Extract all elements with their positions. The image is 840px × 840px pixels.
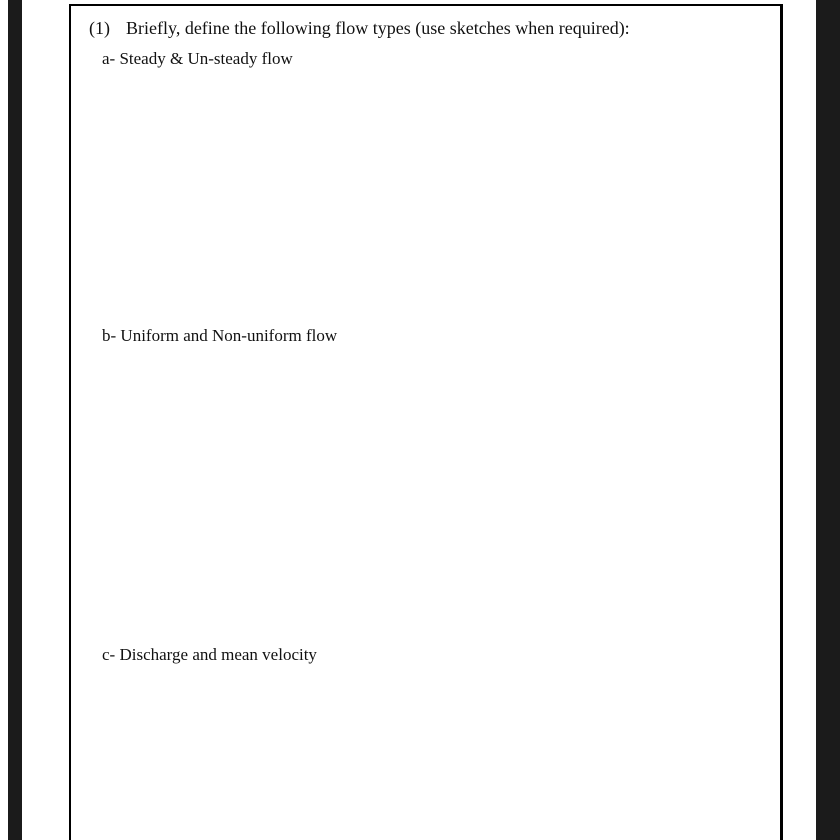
left-dark-margin [8, 0, 22, 840]
item-c-label: c- Discharge and mean velocity [102, 645, 317, 664]
question-number: (1) [89, 18, 110, 38]
right-dark-margin [816, 0, 840, 840]
question-prompt: Briefly, define the following flow types (use sketches when required): [126, 18, 630, 38]
item-b-label: b- Uniform and Non-uniform flow [102, 326, 338, 345]
worksheet-page [69, 4, 783, 840]
item-a-label: a- Steady & Un-steady flow [102, 49, 293, 68]
